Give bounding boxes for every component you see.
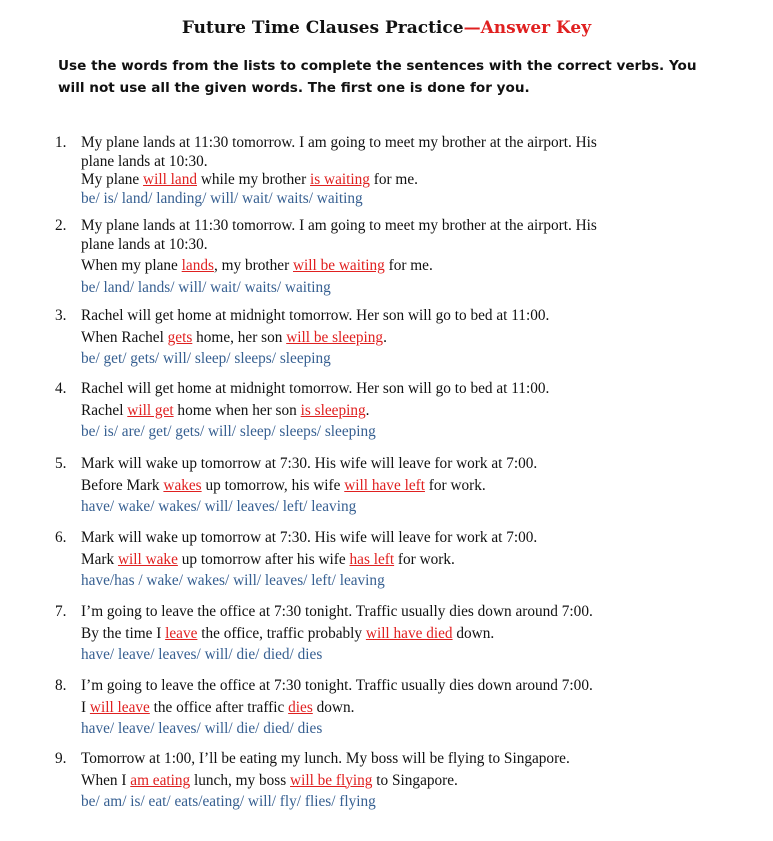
- word-list: have/ leave/ leaves/ will/ die/ died/ dies: [81, 720, 323, 737]
- answer-blank: gets: [167, 328, 193, 346]
- prompt-line: Mark will wake up tomorrow at 7:30. His wife will leave for work at 7:00.: [81, 455, 538, 472]
- prompt-line: My plane lands at 11:30 tomorrow. I am going to meet my brother at the airport. His: [81, 217, 597, 234]
- answer-blank: will be waiting: [293, 257, 385, 274]
- prompt-line: I’m going to leave the office at 7:30 tonight. Traffic usually dies down around 7:00.: [81, 677, 593, 694]
- item-number: 2.: [55, 217, 67, 234]
- answer-blank: will get: [127, 401, 174, 419]
- answer-blank: leave: [165, 624, 198, 642]
- prompt-line: My plane lands at 11:30 tomorrow. I am going to meet my brother at the airport. His: [81, 134, 597, 151]
- item-number: 9.: [55, 750, 67, 767]
- answer-line: When my plane lands, my brother will be waiting for me.: [81, 257, 433, 274]
- word-list: be/ is/ are/ get/ gets/ will/ sleep/ sleeps/ sleeping: [81, 423, 376, 440]
- answer-blank: lands: [181, 257, 214, 274]
- answer-blank: am eating: [130, 771, 191, 789]
- item-number: 8.: [55, 677, 67, 694]
- instructions: [58, 55, 718, 99]
- item-number: 7.: [55, 603, 67, 620]
- prompt-line: I’m going to leave the office at 7:30 tonight. Traffic usually dies down around 7:00.: [81, 603, 593, 620]
- word-list: have/ wake/ wakes/ will/ leaves/ left/ leaving: [81, 498, 357, 515]
- answer-line: My plane will land while my brother is waiting for me.: [81, 171, 418, 188]
- answer-line: Before Mark wakes up tomorrow, his wife will have left for work.: [81, 476, 486, 494]
- prompt-line: Rachel will get home at midnight tomorrow. Her son will go to bed at 11:00.: [81, 307, 550, 324]
- item-number: 6.: [55, 529, 67, 546]
- prompt-line: Tomorrow at 1:00, I’ll be eating my lunch. My boss will be flying to Singapore.: [81, 750, 570, 767]
- prompt-line: Mark will wake up tomorrow at 7:30. His wife will leave for work at 7:00.: [81, 529, 538, 546]
- answer-blank: dies: [288, 698, 313, 716]
- prompt-line: Rachel will get home at midnight tomorrow. Her son will go to bed at 11:00.: [81, 380, 550, 397]
- answer-line: When I am eating lunch, my boss will be flying to Singapore.: [81, 771, 458, 789]
- answer-blank: wakes: [163, 476, 202, 494]
- answer-line: I will leave the office after traffic dies down.: [81, 698, 355, 716]
- instructions-line: will not use all the given words. The first one is done for you.: [58, 80, 530, 96]
- answer-line: Rachel will get home when her son is sleeping.: [81, 401, 370, 419]
- answer-blank: is waiting: [310, 171, 370, 188]
- instructions-line: Use the words from the lists to complete the sentences with the correct verbs. You: [58, 58, 697, 74]
- word-list: be/ land/ lands/ will/ wait/ waits/ waiting: [81, 278, 331, 296]
- answer-line: Mark will wake up tomorrow after his wife has left for work.: [81, 550, 455, 568]
- answer-blank: will land: [143, 171, 197, 188]
- page-title: [0, 18, 773, 38]
- word-list: have/has / wake/ wakes/ will/ leaves/ left/ leaving: [81, 572, 385, 589]
- word-list: be/ get/ gets/ will/ sleep/ sleeps/ sleeping: [81, 350, 331, 367]
- answer-blank: will have left: [344, 476, 425, 494]
- item-number: 4.: [55, 380, 67, 397]
- item-number: 1.: [55, 134, 67, 151]
- answer-blank: has left: [349, 550, 395, 568]
- prompt-line: plane lands at 10:30.: [81, 152, 208, 170]
- answer-blank: is sleeping: [300, 401, 366, 419]
- answer-line: When Rachel gets home, her son will be sleeping.: [81, 328, 387, 346]
- word-list: have/ leave/ leaves/ will/ die/ died/ dies: [81, 646, 323, 663]
- answer-blank: will be sleeping: [286, 328, 384, 346]
- word-list: be/ am/ is/ eat/ eats/eating/ will/ fly/ flies/ flying: [81, 793, 376, 810]
- answer-blank: will wake: [117, 550, 178, 568]
- prompt-line: plane lands at 10:30.: [81, 235, 208, 253]
- title-answer-key: —Answer Key: [463, 18, 592, 38]
- answer-blank: will leave: [89, 698, 150, 716]
- item-number: 5.: [55, 455, 67, 472]
- answer-blank: will have died: [365, 624, 453, 642]
- answer-blank: will be flying: [290, 771, 373, 789]
- title-main: Future Time Clauses Practice: [181, 18, 464, 38]
- item-number: 3.: [55, 307, 67, 324]
- answer-line: By the time I leave the office, traffic probably will have died down.: [81, 624, 495, 642]
- word-list: be/ is/ land/ landing/ will/ wait/ waits/ waiting: [81, 189, 363, 207]
